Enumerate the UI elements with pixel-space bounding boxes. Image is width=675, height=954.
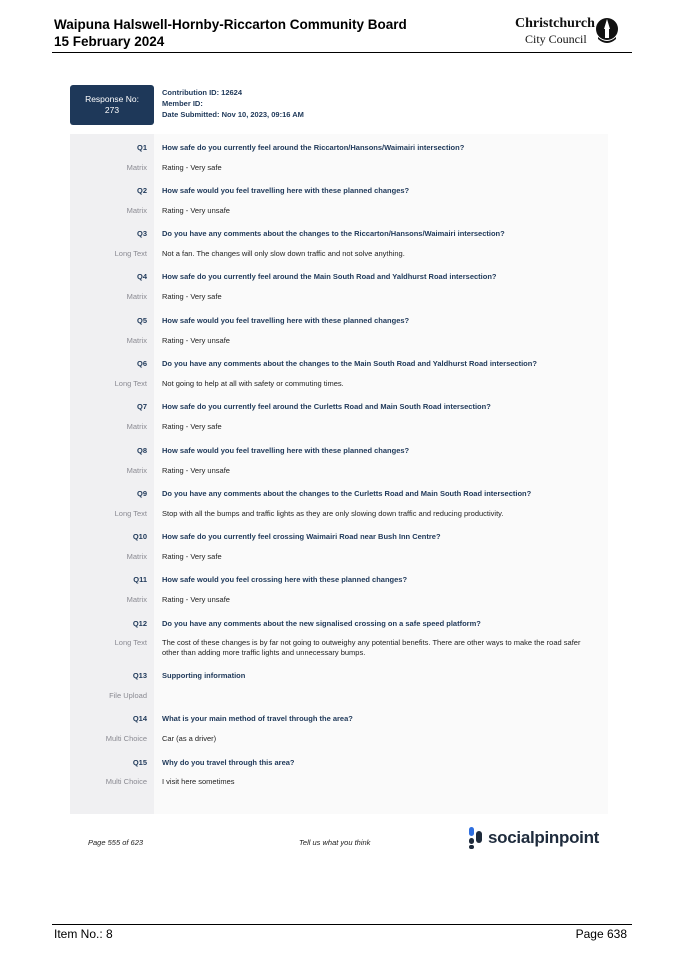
question-text: How safe would you feel travelling here with these planned changes? bbox=[162, 316, 410, 325]
question-type: File Upload bbox=[109, 691, 147, 700]
question-type: Matrix bbox=[126, 206, 147, 215]
response-label: Response No: bbox=[85, 94, 139, 104]
socialpinpoint-wordmark: socialpinpoint bbox=[488, 828, 600, 847]
question-text: Supporting information bbox=[162, 671, 246, 680]
question-number: Q4 bbox=[136, 272, 147, 281]
contribution-id: 12624 bbox=[221, 88, 243, 97]
cathedral-icon bbox=[595, 17, 619, 45]
answer-text: Rating - Very unsafe bbox=[162, 466, 230, 475]
question-text: Why do you travel through this area? bbox=[162, 758, 295, 767]
question-text: How safe would you feel travelling here with these planned changes? bbox=[162, 186, 410, 195]
question-number: Q12 bbox=[132, 619, 147, 628]
survey-tagline: Tell us what you think bbox=[299, 838, 371, 847]
footer-divider bbox=[52, 924, 632, 925]
question-text: How safe do you currently feel crossing Waimairi Road near Bush Inn Centre? bbox=[162, 532, 441, 541]
date-label: Date Submitted: bbox=[162, 110, 220, 119]
council-logo bbox=[515, 16, 620, 50]
question-type: Matrix bbox=[126, 422, 147, 431]
question-type: Matrix bbox=[126, 292, 147, 301]
question-text: Do you have any comments about the new signalised crossing on a safe speed platform? bbox=[162, 619, 481, 628]
question-type: Long Text bbox=[114, 638, 147, 647]
question-type: Long Text bbox=[114, 249, 147, 258]
response-number: 273 bbox=[104, 105, 120, 115]
response-number-badge bbox=[70, 85, 154, 125]
board-title: Waipuna Halswell-Hornby-Riccarton Community Board bbox=[54, 17, 407, 32]
answer-text: I visit here sometimes bbox=[162, 777, 235, 786]
response-metadata bbox=[162, 87, 304, 120]
logo-line2: City Council bbox=[525, 32, 587, 46]
question-number: Q14 bbox=[132, 714, 147, 723]
question-text: Do you have any comments about the changes to the Main South Road and Yaldhurst Road intersection? bbox=[162, 359, 537, 368]
answer-text: Rating - Very unsafe bbox=[162, 206, 230, 215]
answer-text: The cost of these changes is by far not going to outweighy any potential benefits. There are other ways to make the road safer other than adding more traffic lights and unnecessary bumps. bbox=[162, 638, 581, 657]
contribution-label: Contribution ID: bbox=[162, 88, 220, 97]
question-text: How safe would you feel crossing here with these planned changes? bbox=[162, 575, 408, 584]
logo-line1: Christchurch bbox=[515, 16, 595, 31]
question-number: Q3 bbox=[136, 229, 147, 238]
question-type: Matrix bbox=[126, 163, 147, 172]
answer-text: Rating - Very safe bbox=[162, 163, 222, 172]
answer-text: Car (as a driver) bbox=[162, 734, 217, 743]
question-type: Multi Choice bbox=[105, 777, 147, 786]
question-number: Q8 bbox=[136, 446, 147, 455]
question-text: How safe would you feel travelling here with these planned changes? bbox=[162, 446, 410, 455]
question-number: Q1 bbox=[136, 143, 147, 152]
question-number: Q11 bbox=[133, 575, 147, 584]
survey-page-number: Page 555 of 623 bbox=[88, 838, 144, 847]
question-type: Multi Choice bbox=[105, 734, 147, 743]
question-type: Long Text bbox=[114, 379, 147, 388]
question-number: Q10 bbox=[132, 532, 147, 541]
question-text: What is your main method of travel through the area? bbox=[162, 714, 353, 723]
question-number: Q7 bbox=[136, 402, 147, 411]
answer-text: Not going to help at all with safety or commuting times. bbox=[162, 379, 344, 388]
question-text: How safe do you currently feel around the Riccarton/Hansons/Waimairi intersection? bbox=[162, 143, 465, 152]
item-number: Item No.: 8 bbox=[54, 927, 113, 941]
question-text: Do you have any comments about the changes to the Curletts Road and Main South Road intersection? bbox=[162, 489, 532, 498]
question-number: Q13 bbox=[132, 671, 147, 680]
question-type: Matrix bbox=[126, 552, 147, 561]
question-number: Q15 bbox=[132, 758, 147, 767]
answer-text: Rating - Very unsafe bbox=[162, 336, 230, 345]
header-divider bbox=[52, 52, 632, 53]
question-number: Q2 bbox=[136, 186, 147, 195]
answer-text: Rating - Very safe bbox=[162, 292, 222, 301]
question-type: Matrix bbox=[126, 336, 147, 345]
meeting-date: 15 February 2024 bbox=[54, 34, 165, 49]
answer-text: Rating - Very safe bbox=[162, 422, 222, 431]
answer-text: Stop with all the bumps and traffic lights as they are only slowing down traffic and reducing productivity. bbox=[162, 509, 504, 518]
question-text: Do you have any comments about the changes to the Riccarton/Hansons/Waimairi intersection? bbox=[162, 229, 505, 238]
question-type: Long Text bbox=[114, 509, 147, 518]
answer-text: Not a fan. The changes will only slow down traffic and not solve anything. bbox=[162, 249, 405, 258]
question-number: Q6 bbox=[136, 359, 147, 368]
question-number: Q9 bbox=[136, 489, 147, 498]
member-label: Member ID: bbox=[162, 99, 203, 108]
question-number: Q5 bbox=[136, 316, 147, 325]
question-type: Matrix bbox=[126, 595, 147, 604]
answer-text: Rating - Very unsafe bbox=[162, 595, 230, 604]
agenda-page-number: Page 638 bbox=[575, 927, 627, 941]
socialpinpoint-mark-icon bbox=[469, 827, 483, 849]
question-text: How safe do you currently feel around the Curletts Road and Main South Road intersection? bbox=[162, 402, 491, 411]
date-submitted: Nov 10, 2023, 09:16 AM bbox=[221, 110, 304, 119]
question-text: How safe do you currently feel around the Main South Road and Yaldhurst Road intersection? bbox=[162, 272, 497, 281]
question-type: Matrix bbox=[126, 466, 147, 475]
answer-text: Rating - Very safe bbox=[162, 552, 222, 561]
